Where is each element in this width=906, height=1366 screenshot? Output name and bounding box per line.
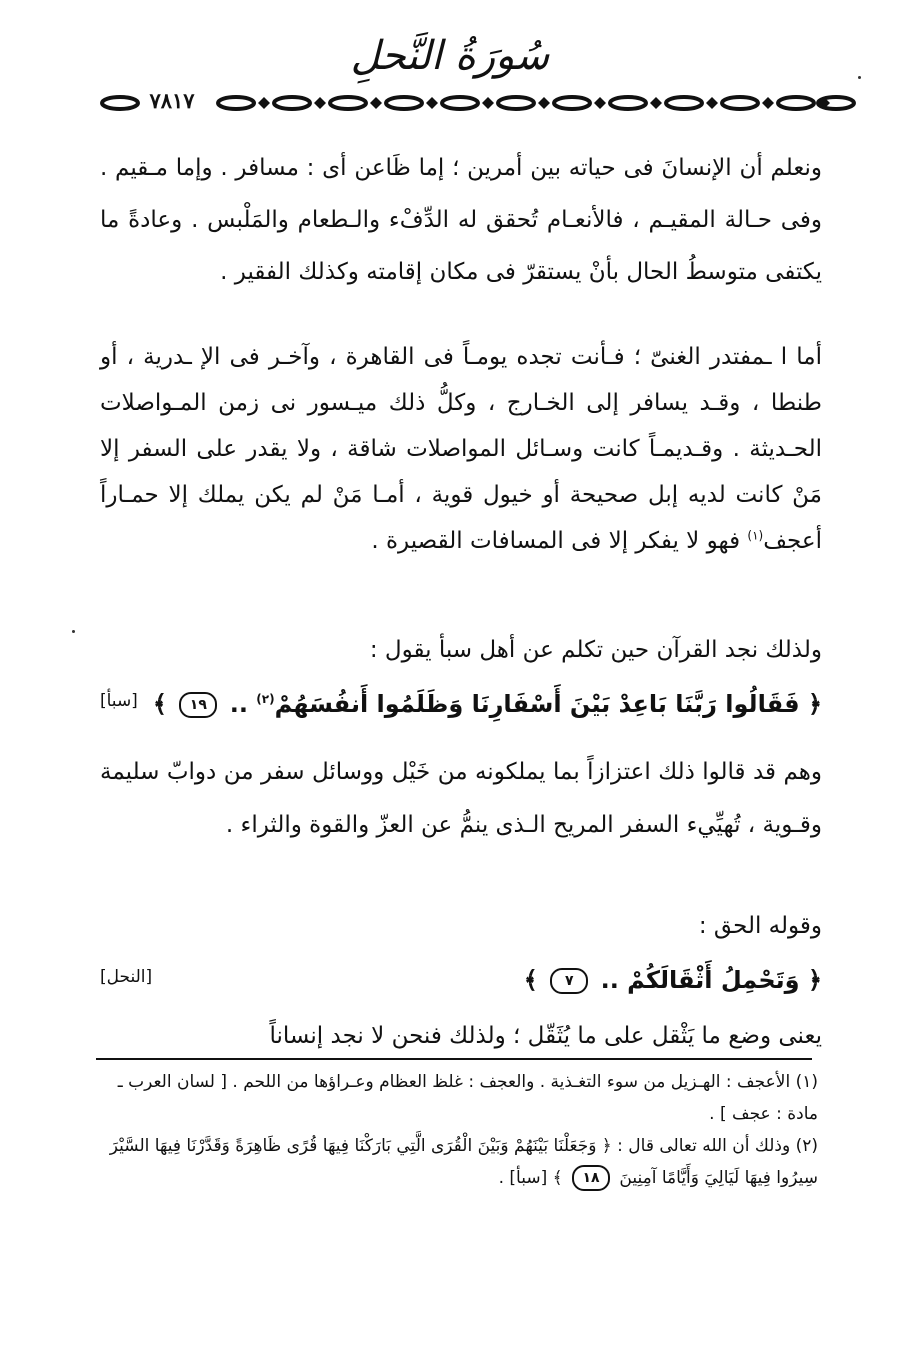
page-number: ٧٨١٧ [140,88,204,114]
chain-oval [442,97,478,109]
ayah-number-19: ١٩ [179,692,217,718]
chain-diamond [370,97,382,109]
surah-title: سُورَةُ النَّحلِ [350,33,550,79]
chain-oval [386,97,422,109]
verse-open-bracket: ﴿ [807,966,822,994]
footnote-1: (١) الأعجف : الهـزيل من سوء التغـذية . والعجف : غلظ العظام وعـراؤها من اللحم . [ لسان العرب ـ مادة : عجف ] . [117,1072,818,1124]
chain-diamond [258,97,270,109]
paragraph-4: وهم قد قالوا ذلك اعتزازاً بما يملكونه من خَيْل ووسائل سفر من دوابّ سليمة وقـوية ، تُهيِّيء السفر المريح الـذى ينمُّ عن العزّ والقوة والثراء . [100,759,822,838]
scan-speck [72,630,75,633]
verse-2-words: وَتَحْمِلُ أَثْقَالَكُمْ .. [592,966,800,994]
chain-oval [498,97,534,109]
verse-1-dots: .. [221,690,257,718]
quran-verse-2 [100,956,822,1004]
footnotes [96,1066,818,1194]
chain-oval [102,97,138,109]
paragraph-2-end: فهو لا يفكر إلا فى المسافات القصيرة . [371,528,748,554]
ayah-number-7: ٧ [550,968,588,994]
chain-diamond [426,97,438,109]
ayah-number-18: ١٨ [572,1165,610,1191]
chain-oval [554,97,590,109]
paragraph-1: ونعلم أن الإنسانَ فى حياته بين أمرين ؛ إما ظَاعن أى : مسافر . وإما مـقيم . وفى حـالة المقيـم ، فالأنعـام تُحقق له الدِّفْء والـطعام والمَلْبس . وعادةً ما يكتفى متوسطُ الحال بأنْ يستقرّ فى مكان إقامته وكذلك الفقير . [100,155,822,285]
chain-oval [666,97,702,109]
verse-close-bracket: ﴾ [523,966,538,994]
chain-oval [274,97,310,109]
chain-oval [218,97,254,109]
footnote-divider [96,1058,812,1060]
paragraph-6: يعنى وضع ما يَثْقل على ما يُثَقّل ؛ ولذلك فنحن لا نجد إنساناً [269,1023,822,1049]
chain-diamond [538,97,550,109]
verse-1-text [153,680,822,728]
chain-diamond [314,97,326,109]
scan-speck [858,76,861,79]
footnote-2-text: (٢) وذلك أن الله تعالى قال : ﴿ وَجَعَلْنَا بَيْنَهُمْ وَبَيْنَ الْقُرَى الَّتِي بَارَكْنَا فِيهَا قُرًى ظَاهِرَةً وَقَدَّرْنَا فِيهَا السَّيْرَ سِيرُوا فِيهَا لَيَالِيَ وَأَيَّامًا آمِنِينَ [109,1136,818,1188]
chain-oval [610,97,646,109]
chain-oval [722,97,758,109]
chain-diamond [650,97,662,109]
chain-diamond [762,97,774,109]
footnote-marker-2: (٢) [256,692,275,706]
footnote-marker-1: (١) [747,528,764,543]
verse-open-bracket: ﴿ [807,690,822,718]
paragraph-3: ولذلك نجد القرآن حين تكلم عن أهل سبأ يقول : [369,637,822,663]
border-chain [102,97,854,109]
footnote-2 [96,1130,818,1194]
paragraph-2 [100,334,822,564]
chain-diamond [706,97,718,109]
quran-verse-1 [100,680,822,728]
verse-2-reference: [النحل] [100,967,153,987]
paragraph-2-text: أما ا ـمفتدر الغنىّ ؛ فـأنت تجده يومـاً فى القاهرة ، وآخـر فى الإ ـدرية ، أو طنطا ، وقـد يسافر إلى الخـارج ، وكلُّ ذلك ميـسور نى زمن المـواصلات الحـديثة . وقـديمـاً كانت وسـائل المواصلات شاقة ، ولا يقدر على السفر إلا مَنْ كانت لديه إبل صحيحة أو خيول قوية ، أمـا مَنْ لم يكن يملك إلا حمـاراً أعجف [100,344,822,554]
ornamental-border [96,90,858,116]
chain-oval [778,97,814,109]
verse-1-reference: [سبأ] [100,691,138,711]
verse-close-bracket: ﴾ [152,690,167,718]
verse-2-text [524,956,822,1004]
chain-oval [330,97,366,109]
chain-diamond [482,97,494,109]
footnote-2-end: ﴾ [سبأ] . [498,1168,563,1188]
paragraph-5: وقوله الحق : [698,913,822,939]
chain-diamond [594,97,606,109]
verse-1-words: فَقَالُوا رَبَّنَا بَاعِدْ بَيْنَ أَسْفَارِنَا وَظَلَمُوا أَنفُسَهُمْ [274,690,800,718]
